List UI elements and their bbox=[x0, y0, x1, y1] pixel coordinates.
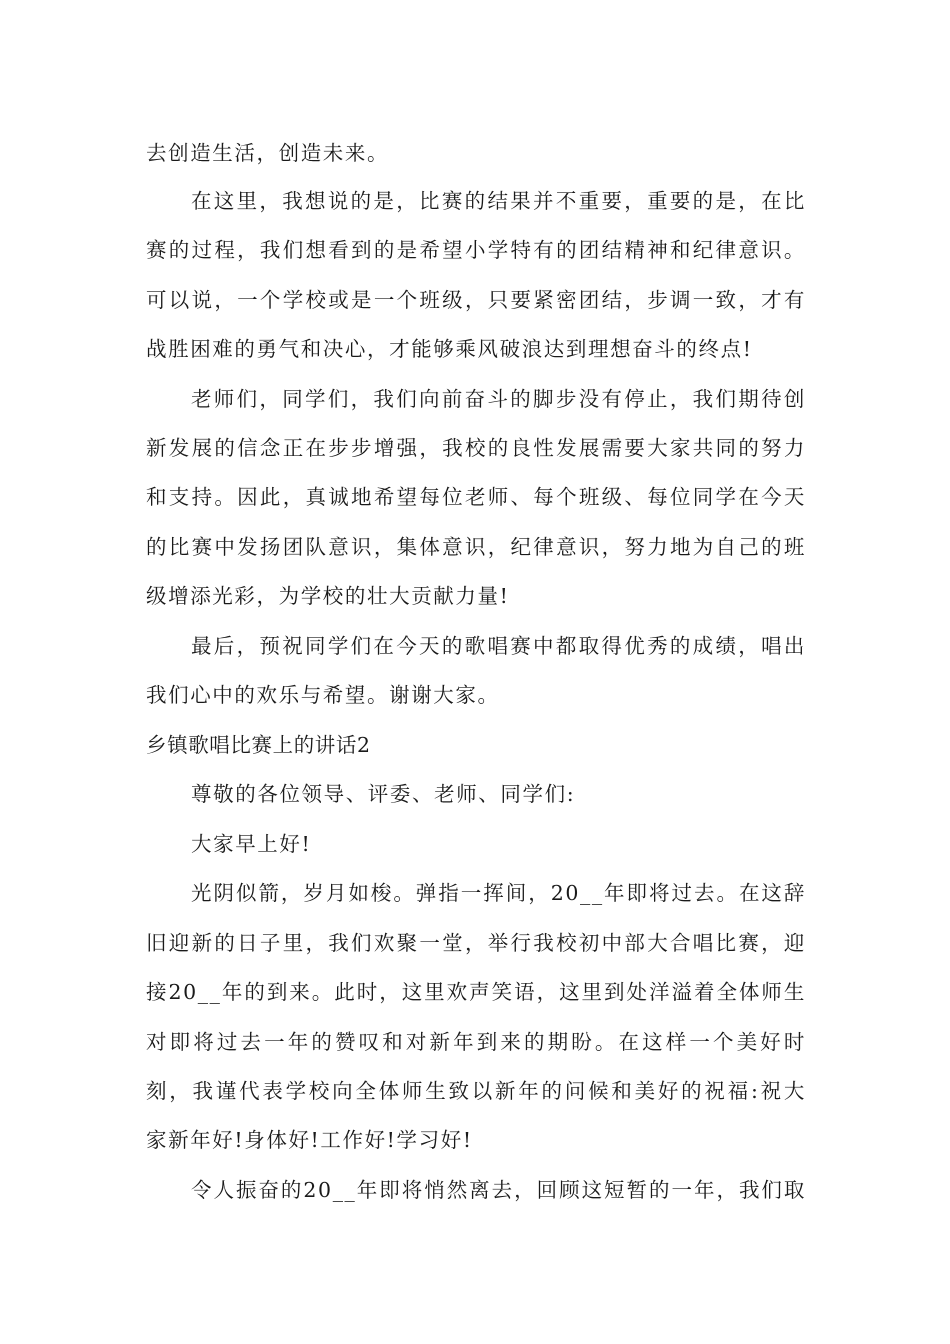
text-line: 的比赛中发扬团队意识，集体意识，纪律意识，努力地为自己的班 bbox=[146, 535, 806, 559]
section-heading: 乡镇歌唱比赛上的讲话2 bbox=[146, 733, 371, 757]
text-line: 战胜困难的勇气和决心，才能够乘风破浪达到理想奋斗的终点! bbox=[146, 337, 753, 361]
text-line: 我们心中的欢乐与希望。谢谢大家。 bbox=[146, 683, 500, 707]
text-line: 大家早上好! bbox=[191, 832, 312, 856]
text-line: 老师们，同学们，我们向前奋斗的脚步没有停止，我们期待创 bbox=[191, 387, 806, 411]
text-line: 赛的过程，我们想看到的是希望小学特有的团结精神和纪律意识。 bbox=[146, 238, 806, 262]
text-line: 级增添光彩，为学校的壮大贡献力量! bbox=[146, 584, 510, 608]
text-line: 新发展的信念正在步步增强，我校的良性发展需要大家共同的努力 bbox=[146, 436, 806, 460]
text-line: 光阴似箭，岁月如梭。弹指一挥间，20__年即将过去。在这辞 bbox=[191, 881, 806, 905]
text-line: 可以说，一个学校或是一个班级，只要紧密团结，步调一致，才有 bbox=[146, 288, 806, 312]
text-line: 和支持。因此，真诚地希望每位老师、每个班级、每位同学在今天 bbox=[146, 485, 806, 509]
text-line: 对即将过去一年的赞叹和对新年到来的期盼。在这样一个美好时 bbox=[146, 1030, 806, 1054]
text-line: 去创造生活，创造未来。 bbox=[146, 141, 390, 165]
text-line: 最后，预祝同学们在今天的歌唱赛中都取得优秀的成绩，唱出 bbox=[191, 634, 806, 658]
text-line: 尊敬的各位领导、评委、老师、同学们: bbox=[191, 782, 576, 806]
text-line: 令人振奋的20__年即将悄然离去，回顾这短暂的一年，我们取 bbox=[191, 1178, 806, 1202]
text-line: 家新年好!身体好!工作好!学习好! bbox=[146, 1128, 473, 1152]
text-line: 刻，我谨代表学校向全体师生致以新年的问候和美好的祝福:祝大 bbox=[146, 1079, 806, 1103]
text-line: 旧迎新的日子里，我们欢聚一堂，举行我校初中部大合唱比赛，迎 bbox=[146, 931, 806, 955]
text-line: 接20__年的到来。此时，这里欢声笑语，这里到处洋溢着全体师生 bbox=[146, 980, 806, 1004]
text-line: 在这里，我想说的是，比赛的结果并不重要，重要的是，在比 bbox=[191, 189, 806, 213]
